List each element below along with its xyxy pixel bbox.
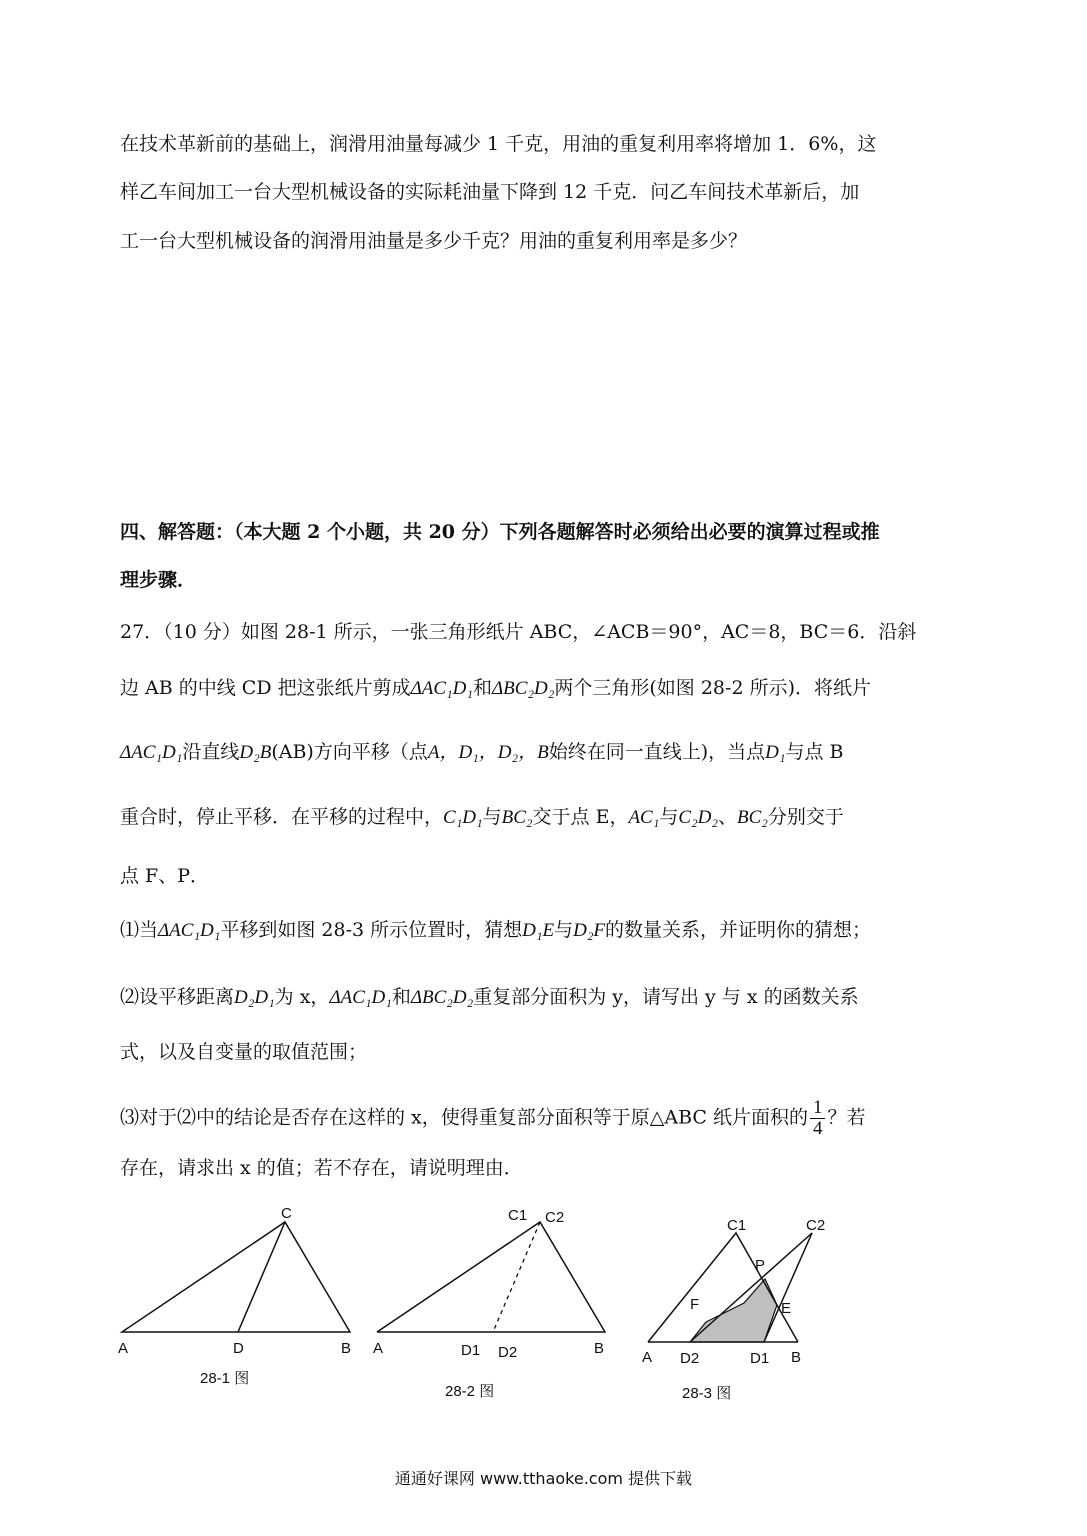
text-line-2: 样乙车间加工一台大型机械设备的实际耗油量下降到 12 千克．问乙车间技术革新后，加 [120,181,860,203]
label-c2: C2 [806,1217,826,1234]
part-2-cont: 式，以及自变量的取值范围； [120,1041,368,1063]
q27-text: 重合时，停止平移．在平移的过程中， [120,806,444,828]
label-c1: C1 [727,1217,747,1234]
math-d1e: D₁E [522,920,555,941]
label-f: F [690,1296,700,1313]
part-1-text: 的数量关系，并证明你的猜想； [605,919,872,941]
caption-28-3: 28-3 图 [682,1385,732,1402]
label-c2: C2 [545,1209,565,1226]
label-b: B [791,1349,802,1366]
q27-line-3 [120,740,843,765]
q27-text: 分别交于 [767,806,844,828]
q27-text: 与点 B [785,741,844,763]
section-title-cont: 理步骤． [120,569,197,591]
fraction-one-quarter [810,1098,826,1139]
math-triangle-bc2d2: ΔBC₂D₂ [492,678,555,699]
label-d1: D1 [461,1342,481,1359]
fraction-numerator: 1 [810,1098,826,1119]
label-b: B [341,1340,352,1357]
math-triangle-ac1d1: ΔAC₁D₁ [410,678,473,699]
part-3-cont: 存在，请求出 x 的值；若不存在，请说明理由． [120,1157,523,1179]
label-d2: D2 [680,1350,700,1367]
overlap-region [690,1279,777,1342]
math-d2b: D₂B [239,742,272,763]
q27-text: 始终在同一直线上)，当点 [548,741,766,763]
part-1-text: ⑴当 [120,919,159,941]
text-line-3: 工一台大型机械设备的润滑用油量是多少千克？用油的重复利用率是多少？ [120,230,748,252]
q27-text: 两个三角形(如图 28-2 所示)．将纸片 [554,677,871,699]
label-d2: D2 [498,1344,518,1361]
q27-text: 边 AB 的中线 CD 把这张纸片剪成 [120,677,411,699]
label-c1: C1 [508,1207,528,1224]
label-c: C [281,1205,292,1222]
part-1 [120,918,871,943]
math-triangle-ac1d1: ΔAC₁D₁ [329,987,392,1008]
part-3-text: ⑶对于⑵中的结论是否存在这样的 x，使得重复部分面积等于原△ABC 纸片面积的 [120,1106,808,1129]
q27-line-2 [120,676,871,701]
label-a: A [642,1349,653,1366]
math-bc2: BC₂ [736,807,768,828]
q27-text: 与 [482,806,502,828]
math-triangle-bc2d2: ΔBC₂D₂ [410,987,474,1008]
math-bc2: BC₂ [501,807,533,828]
math-ac1: AC₁ [628,807,660,828]
part-3 [120,1098,866,1139]
part-2-text: 重复部分面积为 y，请写出 y 与 x 的函数关系 [473,986,859,1008]
figure-28-1 [110,1200,360,1400]
part-2-text: 为 x， [274,986,330,1008]
label-d: D [233,1340,244,1357]
math-triangle-ac1d1: ΔAC₁D₁ [120,742,183,763]
q27-line-5: 点 F、P． [120,865,210,887]
page-footer: 通通好课网 www.tthaoke.com 提供下载 [394,1469,693,1488]
caption-28-2: 28-2 图 [445,1383,495,1400]
part-1-text: 与 [554,919,574,941]
caption-28-1: 28-1 图 [200,1370,250,1387]
figure-28-3 [640,1215,840,1415]
q27-text: 交于点 E， [532,806,629,828]
part-3-text: ？若 [827,1106,866,1129]
fraction-denominator: 4 [812,1118,823,1139]
q27-text: 沿直线 [182,741,240,763]
math-d2d1: D₂D₁ [234,987,275,1008]
q27-text: 与 [659,806,679,828]
section-title: 四、解答题：（本大题 2 个小题，共 20 分）下列各题解答时必须给出必要的演算过程或推 [120,521,880,543]
q27-text: (AB)方向平移（点 [271,741,428,763]
triangle-outline [377,1222,605,1332]
part-2 [120,985,859,1010]
math-triangle-ac1d1: ΔAC₁D₁ [158,920,221,941]
math-c1d1: C₁D₁ [443,807,483,828]
part-2-text: 和 [391,986,411,1008]
label-e: E [781,1300,792,1317]
label-p: P [755,1257,766,1274]
q27-line-4 [120,805,844,830]
math-d1: D₁ [765,742,786,763]
part-2-text: ⑵设平移距离 [120,986,235,1008]
part-1-text: 平移到如图 28-3 所示位置时，猜想 [220,919,523,941]
triangle-abc [122,1222,350,1332]
label-b: B [594,1340,605,1357]
q27-text: 、 [717,806,737,828]
text-line-1: 在技术革新前的基础上，润滑用油量每减少 1 千克，用油的重复利用率将增加 1．6%，这 [120,133,877,155]
q27-text: 和 [473,677,493,699]
figure-28-2 [365,1200,625,1410]
q27-line-1: 27．（10 分）如图 28-1 所示，一张三角形纸片 ABC，∠ACB＝90°，AC＝8，BC＝6．沿斜 [120,621,917,643]
math-d2f: D₂F [573,920,606,941]
math-c2d2: C₂D₂ [678,807,718,828]
label-a: A [118,1340,129,1357]
label-a: A [373,1340,384,1357]
math-points: A，D₁，D₂，B [427,742,549,763]
label-d1: D1 [750,1350,770,1367]
